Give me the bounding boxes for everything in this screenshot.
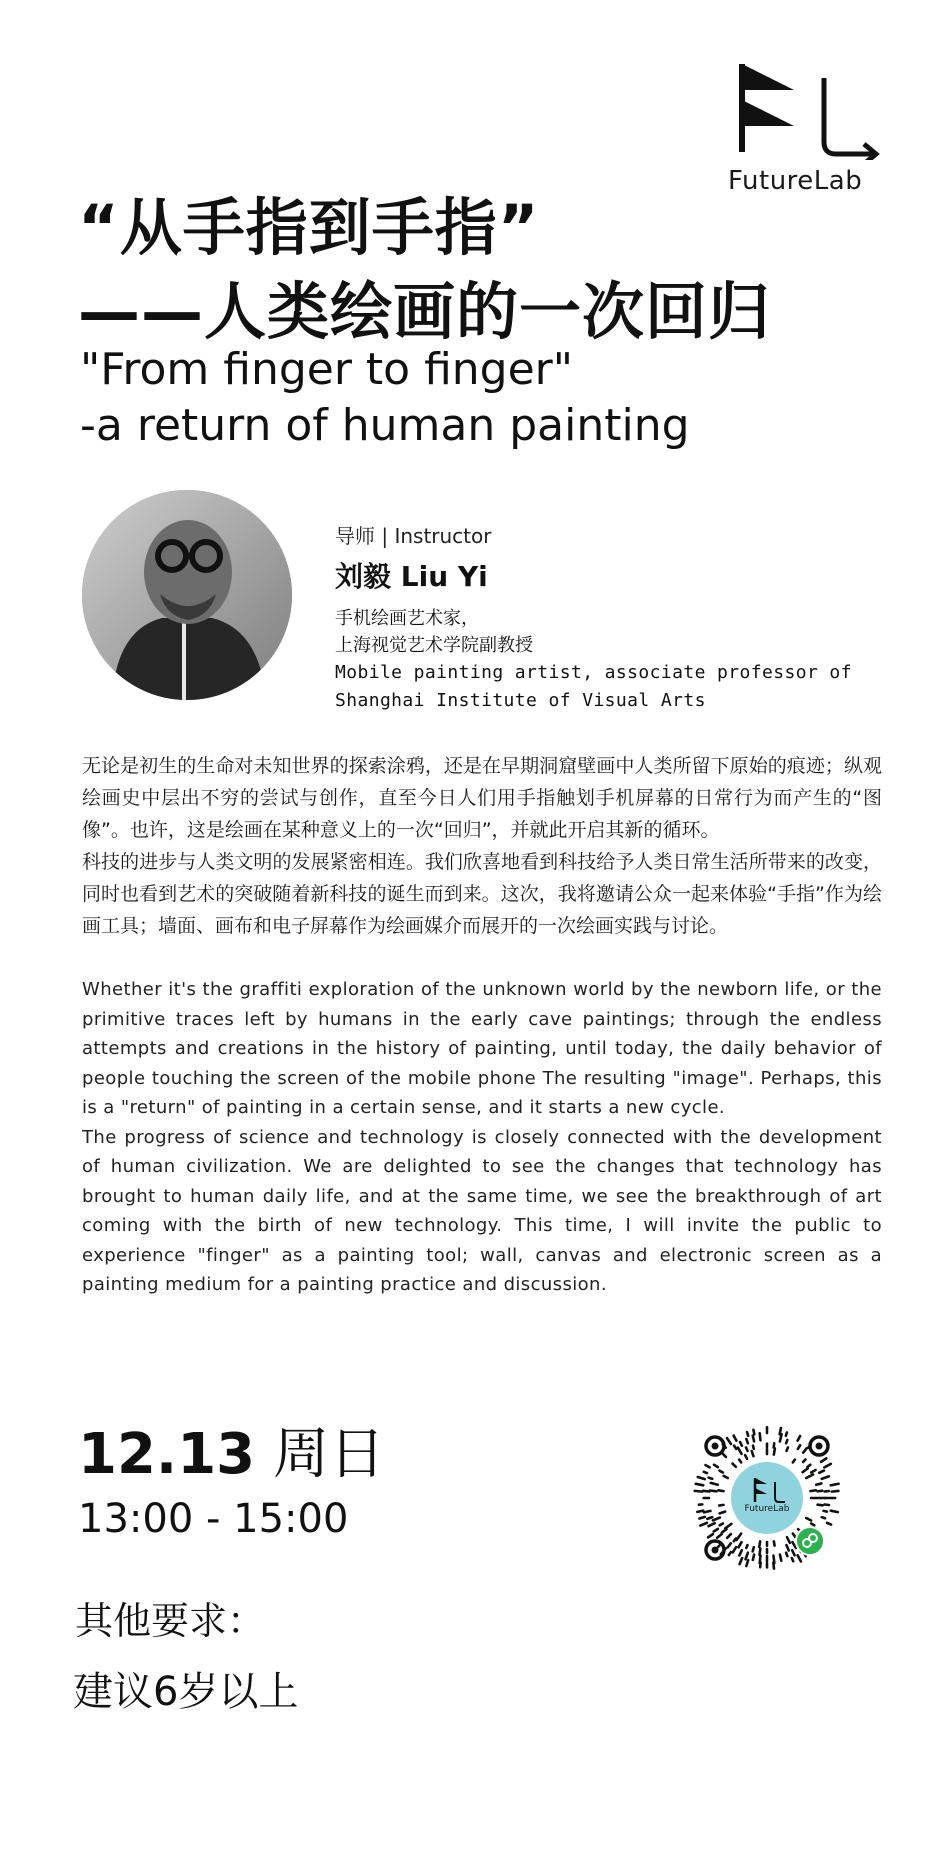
qr-pattern-stroke <box>786 1553 787 1556</box>
qr-pattern-stroke <box>704 1511 710 1512</box>
mini-program-qr-code[interactable] <box>693 1424 841 1572</box>
qr-pattern-stroke <box>695 1491 703 1492</box>
description-zh-paragraph-2: 科技的进步与人类文明的发展紧密相连。我们欣喜地看到科技给予人类日常生活所带来的改变，同时也看到艺术的突破随着新科技的诞生而到来。这次，我将邀请公众一起来体验“手指”作为绘画工具；墙面、画布和电子屏幕作为绘画媒介而展开的一次绘画实践与讨论。 <box>82 851 882 937</box>
qr-pattern-stroke <box>819 1471 824 1473</box>
qr-pattern-stroke <box>810 1490 815 1491</box>
qr-pattern-stroke <box>740 1558 743 1564</box>
qr-pattern-stroke <box>708 1534 713 1537</box>
qr-pattern-stroke <box>753 1555 754 1560</box>
qr-pattern-stroke <box>798 1445 800 1449</box>
qr-pattern-stroke <box>824 1511 827 1512</box>
qr-pattern-stroke <box>727 1534 731 1538</box>
qr-pattern-stroke <box>818 1505 823 1506</box>
qr-pattern-stroke <box>713 1518 720 1521</box>
qr-pattern-stroke <box>759 1541 760 1546</box>
qr-pattern-stroke <box>831 1484 839 1486</box>
title-chinese-line-2: ——人类绘画的一次回归 <box>78 275 772 348</box>
description-english <box>82 975 882 1300</box>
qr-pattern-stroke <box>787 1537 790 1543</box>
instructor-role: 导师 | Instructor <box>335 524 492 548</box>
description-en-paragraph-1: Whether it's the graffiti exploration of the unknown world by the newborn life, or the primitive traces left by humans in the early cave paintings; through the endless attempts and creations in the history of painting, until today, the daily behavior of people touching the screen of the mobile phone The resulting "image". Perhaps, this is a "return" of painting in a certain sense, and it starts a new cycle. <box>82 979 882 1118</box>
qr-pattern-stroke <box>822 1517 825 1518</box>
qr-finder-dot <box>712 1443 719 1450</box>
futurelab-logo <box>728 60 888 200</box>
qr-pattern-stroke <box>698 1477 705 1479</box>
instructor-name: 刘毅 Liu Yi <box>335 560 488 593</box>
link-icon <box>797 1528 823 1554</box>
instructor-title-en-1: Mobile painting artist, associate professor of <box>335 662 852 683</box>
description-chinese <box>82 750 882 942</box>
qr-pattern-stroke <box>704 1472 707 1473</box>
qr-pattern-stroke <box>803 1468 808 1472</box>
qr-pattern-stroke <box>798 1436 800 1441</box>
qr-pattern-stroke <box>787 1447 788 1450</box>
title-english-line-2: -a return of human painting <box>80 400 690 451</box>
qr-pattern-stroke <box>773 1563 774 1569</box>
qr-pattern-stroke <box>806 1518 811 1521</box>
qr-pattern-stroke <box>822 1476 829 1478</box>
qr-pattern-stroke <box>739 1542 742 1547</box>
qr-pattern-stroke <box>709 1478 713 1479</box>
qr-pattern-stroke <box>734 1538 736 1541</box>
qr-pattern-stroke <box>707 1517 712 1519</box>
instructor-portrait <box>82 490 292 700</box>
qr-pattern-stroke <box>816 1483 821 1484</box>
logo-wordmark: FutureLab <box>728 166 863 196</box>
qr-pattern-stroke <box>706 1465 710 1467</box>
qr-pattern-stroke <box>774 1443 775 1447</box>
qr-pattern-stroke <box>719 1505 723 1506</box>
qr-pattern-stroke <box>792 1550 794 1555</box>
event-date-value: 12.13 <box>78 1422 256 1487</box>
qr-pattern-stroke <box>807 1465 810 1467</box>
qr-center-logo-icon <box>731 1462 803 1534</box>
qr-pattern-stroke <box>786 1432 787 1435</box>
qr-pattern-stroke <box>746 1545 747 1548</box>
qr-pattern-stroke <box>746 1553 748 1560</box>
qr-pattern-stroke <box>728 1543 731 1547</box>
qr-center-label: FutureLab <box>744 1504 790 1514</box>
qr-pattern-stroke <box>746 1439 747 1443</box>
event-time: 13:00 - 15:00 <box>78 1496 349 1542</box>
qr-pattern-stroke <box>827 1523 831 1525</box>
instructor-info <box>335 520 895 715</box>
qr-pattern-stroke <box>720 1471 723 1473</box>
qr-pattern-stroke <box>714 1465 718 1467</box>
qr-pattern-stroke <box>753 1547 754 1551</box>
qr-pattern-stroke <box>821 1458 826 1462</box>
qr-pattern-stroke <box>718 1490 723 1491</box>
qr-pattern-stroke <box>734 1446 736 1449</box>
qr-pattern-stroke <box>806 1474 813 1478</box>
qr-pattern-stroke <box>774 1541 775 1545</box>
qr-pattern-stroke <box>760 1433 761 1440</box>
qr-pattern-stroke <box>722 1453 726 1457</box>
requirements-title: 其他要求： <box>75 1599 266 1643</box>
qr-pattern-stroke <box>714 1529 718 1532</box>
qr-pattern-stroke <box>740 1442 742 1446</box>
qr-pattern-stroke <box>753 1430 754 1434</box>
qr-center-logo <box>731 1462 803 1534</box>
qr-pattern-stroke <box>699 1517 704 1519</box>
qr-pattern-stroke <box>717 1534 722 1538</box>
qr-pattern-stroke <box>747 1432 748 1436</box>
qr-pattern-stroke <box>780 1428 781 1434</box>
qr-pattern-stroke <box>697 1511 703 1512</box>
qr-pattern-stroke <box>753 1436 754 1442</box>
qr-pattern-stroke <box>734 1436 737 1441</box>
description-zh-paragraph-1: 无论是初生的生命对未知世界的探索涂鸦，还是在早期洞窟壁画中人类所留下原始的痕迹；纵观绘画史中层出不穷的尝试与创作，直至今日人们用手指触划手机屏幕的日常行为而产生的“图像”。也许，这是绘画在某种意义上的一次“回归”，并就此开启其新的循环。 <box>82 755 882 841</box>
qr-pattern-stroke <box>746 1447 747 1450</box>
requirements-value: 建议6岁以上 <box>73 1669 299 1715</box>
qr-pattern-stroke <box>824 1464 831 1467</box>
qr-pattern-stroke <box>752 1451 754 1456</box>
qr-pattern-stroke <box>700 1523 707 1526</box>
qr-pattern-stroke <box>739 1550 741 1555</box>
qr-pattern-stroke <box>798 1555 801 1561</box>
qr-pattern-stroke <box>753 1446 754 1449</box>
qr-pattern-stroke <box>696 1484 703 1485</box>
qr-finder-dot <box>816 1443 823 1450</box>
qr-pattern-stroke <box>710 1490 716 1491</box>
qr-pattern-stroke <box>786 1440 787 1443</box>
qr-pattern-stroke <box>738 1448 742 1454</box>
qr-pattern-stroke <box>722 1529 727 1533</box>
qr-pattern-stroke <box>729 1552 731 1555</box>
qr-pattern-stroke <box>818 1491 823 1492</box>
qr-pattern-stroke <box>832 1491 839 1492</box>
qr-pattern-stroke <box>724 1476 728 1478</box>
portrait-avatar-icon <box>82 490 292 700</box>
qr-pattern-stroke <box>780 1555 781 1561</box>
event-date <box>78 1410 385 1490</box>
qr-pattern-stroke <box>720 1512 725 1514</box>
title-chinese-line-1: “从手指到手指” <box>78 191 540 264</box>
qr-finder-dot <box>712 1547 719 1554</box>
qr-pattern-stroke <box>745 1455 747 1459</box>
qr-pattern-stroke <box>803 1460 805 1462</box>
instructor-title-zh-1: 手机绘画艺术家， <box>335 608 479 629</box>
qr-pattern-stroke <box>811 1470 815 1473</box>
qr-pattern-stroke <box>803 1448 806 1452</box>
qr-pattern-stroke <box>737 1534 742 1540</box>
qr-pattern-stroke <box>811 1524 814 1526</box>
qr-pattern-stroke <box>720 1524 723 1526</box>
qr-pattern-stroke <box>787 1545 789 1550</box>
description-en-paragraph-2: The progress of science and technology is closely connected with the development of human civilization. We are delighted to see the changes that technology has brought to human daily life, and at the same time, we see the breakthrough of art coming with the birth of new technology. This time, I will invite the public to experience "finger" as a painting tool; wall, canvas and electronic screen as a painting medium for a painting practice and discussion. <box>82 1126 882 1295</box>
qr-pattern-stroke <box>727 1438 731 1444</box>
event-weekday: 周日 <box>273 1422 386 1487</box>
qr-pattern-stroke <box>733 1547 736 1552</box>
qr-pattern-stroke <box>792 1558 793 1561</box>
qr-pattern-stroke <box>831 1511 838 1512</box>
qr-pattern-stroke <box>774 1448 775 1454</box>
qr-pattern-stroke <box>760 1549 761 1555</box>
qr-pattern-stroke <box>709 1523 715 1526</box>
qr-pattern-stroke <box>746 1560 748 1566</box>
mini-program-badge-icon <box>795 1526 825 1556</box>
futurelab-logo-mark-icon <box>732 60 882 160</box>
instructor-title-zh-2: 上海视觉艺术学院副教授 <box>335 635 533 656</box>
qr-pattern-stroke <box>711 1483 718 1485</box>
title-english-line-1: "From finger to finger" <box>80 344 574 395</box>
instructor-title-en-2: Shanghai Institute of Visual Arts <box>335 690 706 711</box>
qr-pattern-stroke <box>703 1491 709 1492</box>
